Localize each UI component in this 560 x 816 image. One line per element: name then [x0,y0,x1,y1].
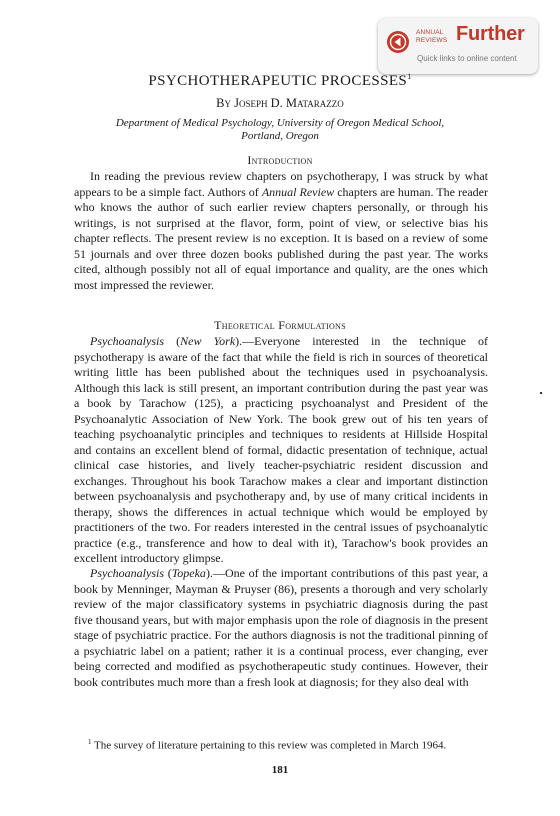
badge-subtitle: Quick links to online content [417,54,517,63]
ny-paren-open: ( [164,334,181,348]
title-footnote-mark[interactable]: 1 [407,72,412,81]
author-affiliation [0,117,560,143]
theoretical-formulations-heading: Theoretical Formulations [214,318,346,332]
badge-brand-text [416,29,447,44]
psychoanalysis-topeka-paragraph [74,566,488,690]
topeka-lead-term: Psychoanalysis [90,566,164,580]
badge-reviews-label: REVIEWS [416,36,448,44]
topeka-lead-place: Topeka [171,566,206,580]
intro-text-2: chapters are human. The reader who knows the author of such earlier review chapters personally, or through his writings, is not surprised at the flavor, form, point of view, or selective bias his chapter reflects. The present review is no exception. It is based on a review of some 51 journals and over three dozen books published during the past year. The works cited, although possibly not all of equal importance and quality, are the ones which most impressed the reviewer. [74,184,488,292]
introduction-heading: Introduction [247,153,313,167]
article-author: By Joseph D. Matarazzo [216,96,344,110]
article-title [0,72,560,90]
ny-lead-place: New York [180,334,236,348]
affiliation-line-2: Portland, Oregon [241,130,319,142]
intro-italic-title: Annual Review [261,184,335,199]
footnote-text: The survey of literature pertaining to this review was completed in March 1964. [91,739,447,752]
footnote [74,738,488,752]
affiliation-line-1: Department of Medical Psychology, University of Oregon Medical School, [115,117,445,129]
intro-text-1: In reading the previous review chapters on psychotherapy, I was struck by what appears to be a simple fact. Authors of [74,169,488,199]
ny-body-text: —Everyone interested in the technique of psychotherapy is aware of the fact that while the field is rich in sources of theoretical writing little has been published about the techniques used in psychoanalysis. Although this lack is still present, an important contribution during the past year was a book by Tarachow (125), a practicing psychoanalyst and President of the Psychoanalytic Association of New York. The book grew out of his ten years of teaching psychoanalytic principles and techniques to residents at Hillside Hospital and contains an excellent blend of formal, didactic presentation of technique, actual clinical case histories, and lively teacher-psychiatric resident discussion and exchanges. Throughout his book Tarachow makes a clear and important distinction between psychoanalysis and psychotherapy and, by use of many critical incidents in therapy, shows the differences in actual technique which would be employed by practitioners of the two. For readers interested in the central issues of psychoanalytic practice (e.g., transference and how to deal with it), Tarachow's book provides an excellent introductory glimpse. [74,334,489,565]
topeka-body-text: —One of the important contributions of this past year, a book by Menninger, Mayman & Pruyser (86), presents a thorough and very scholarly review of the major classificatory systems in psychiatric diagnosis during the past five thousand years, but with major emphasis upon the role of diagnosis in the present stage of psychiatric practice. For the authors diagnosis is not the traditional pinning of a psychiatric label on a patient; rather it is a continual process, ever changing, ever being corrected and modified as psychotherapeutic study continues. However, their book contributes much more than a fresh look at diagnosis; for they also deal with [74,566,489,689]
play-arrow-icon [386,30,410,54]
page-number: 181 [271,764,289,776]
topeka-paren-close: ). [205,566,213,580]
topeka-paren-open: ( [164,566,172,580]
psychoanalysis-new-york-paragraph [74,334,488,567]
margin-mark [540,392,542,394]
annual-reviews-further-badge[interactable] [378,18,538,74]
badge-further-label: Further [456,23,525,45]
ny-paren-close: ). [235,334,243,348]
badge-annual-label: ANNUAL [416,29,444,36]
introduction-paragraph [74,169,488,293]
article-title-text: PSYCHOTHERAPEUTIC PROCESSES [148,73,408,89]
ny-lead-term: Psychoanalysis [90,334,164,348]
footnote-mark: 1 [88,738,92,746]
